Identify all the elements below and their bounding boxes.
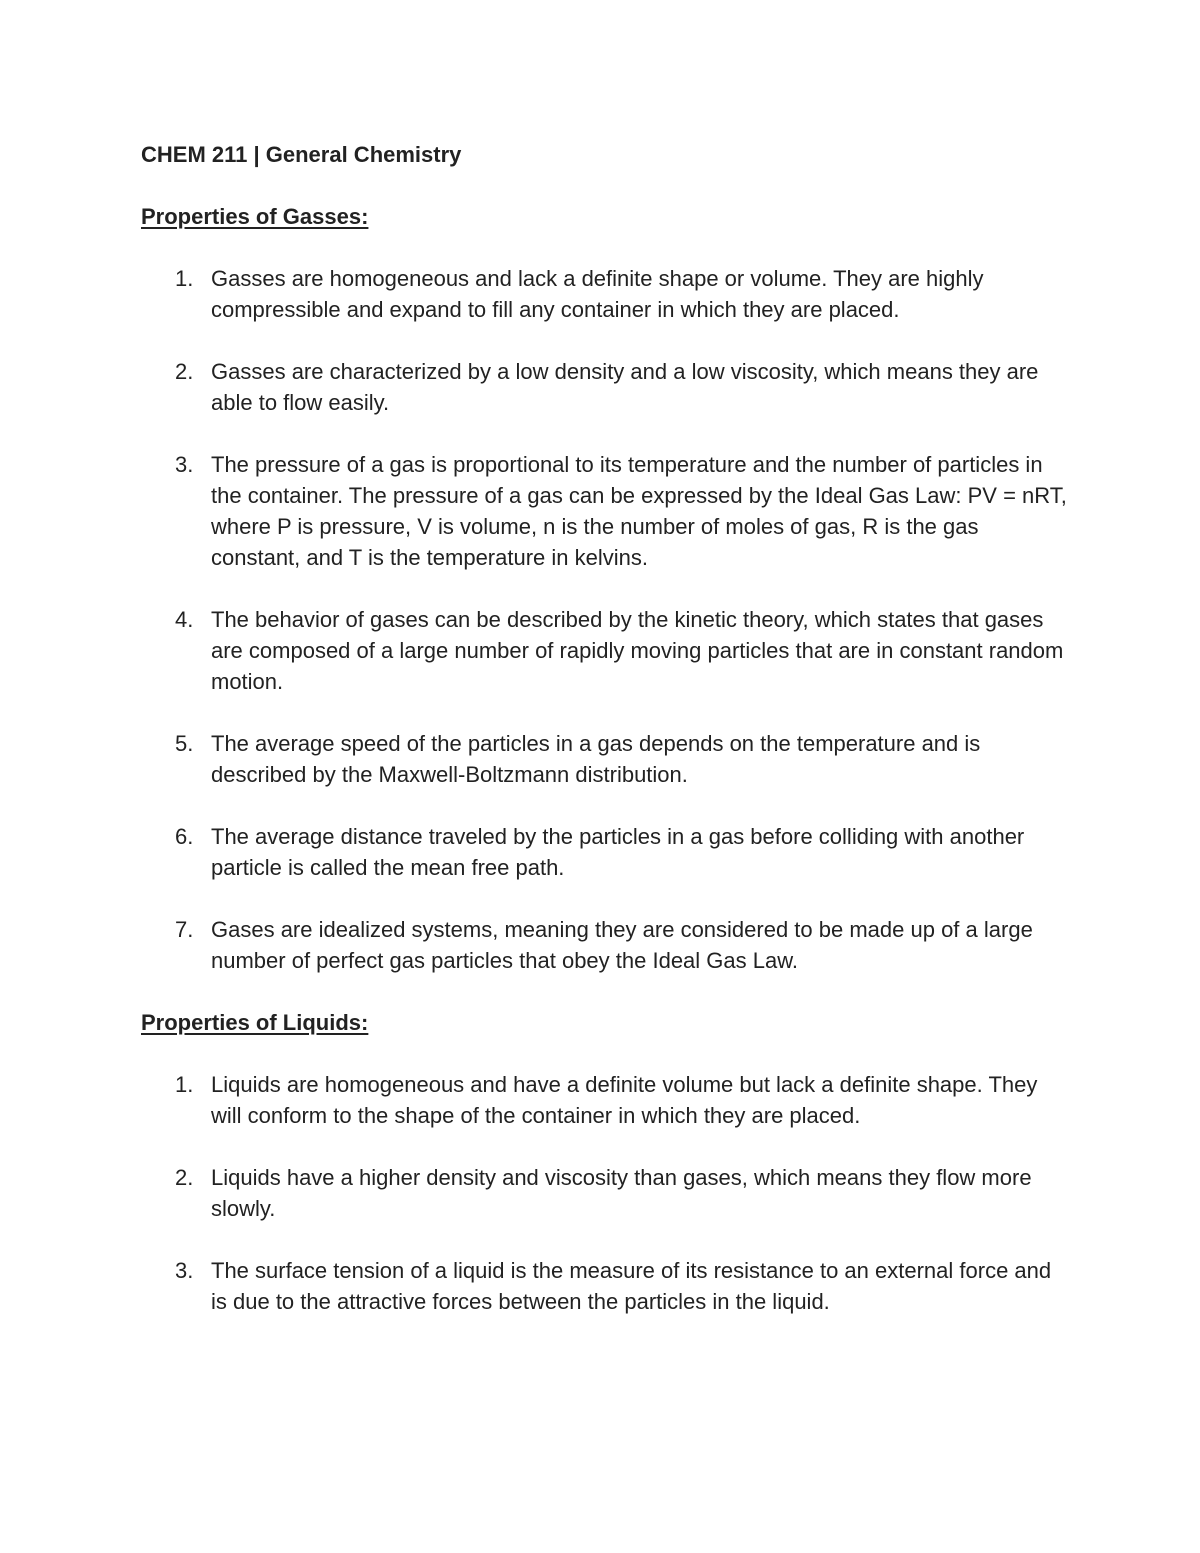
section-liquids	[141, 1007, 1071, 1317]
item-text: Gasses are characterized by a low density and a low viscosity, which means they are able to flow easily.	[211, 359, 1039, 415]
gasses-list	[141, 263, 1071, 976]
item-text: Gasses are homogeneous and lack a definite shape or volume. They are highly compressible and expand to fill any container in which they are placed.	[211, 266, 984, 322]
item-number: 6.	[175, 824, 194, 849]
list-item	[141, 604, 1071, 697]
item-text: Liquids are homogeneous and have a definite volume but lack a definite shape. They will conform to the shape of the container in which they are placed.	[211, 1072, 1038, 1128]
item-number: 3.	[175, 452, 194, 477]
item-number: 1.	[175, 266, 194, 291]
item-number: 7.	[175, 917, 194, 942]
item-number: 2.	[175, 359, 194, 384]
liquids-list	[141, 1069, 1071, 1317]
item-number: 1.	[175, 1072, 194, 1097]
item-text: The surface tension of a liquid is the measure of its resistance to an external force and is due to the attractive forces between the particles in the liquid.	[211, 1258, 1052, 1314]
section-gasses	[141, 201, 1071, 976]
item-number: 5.	[175, 731, 194, 756]
document-page	[141, 139, 1071, 1348]
list-item	[141, 449, 1071, 573]
item-text: The average speed of the particles in a gas depends on the temperature and is described by the Maxwell-Boltzmann distribution.	[211, 731, 981, 787]
item-text: The behavior of gases can be described by the kinetic theory, which states that gases are composed of a large number of rapidly moving particles that are in constant random motion.	[211, 607, 1064, 694]
document-title: CHEM 211 | General Chemistry	[141, 142, 462, 167]
list-item	[141, 263, 1071, 325]
list-item	[141, 821, 1071, 883]
item-number: 2.	[175, 1165, 194, 1190]
item-text: Liquids have a higher density and viscosity than gases, which means they flow more slowly.	[211, 1165, 1032, 1221]
item-text: The average distance traveled by the particles in a gas before colliding with another particle is called the mean free path.	[211, 824, 1025, 880]
item-text: The pressure of a gas is proportional to its temperature and the number of particles in the container. The pressure of a gas can be expressed by the Ideal Gas Law: PV = nRT, where P is pressure, V is volume, n is the number of moles of gas, R is the gas constant, and T is the temperature in kelvins.	[211, 452, 1067, 570]
section-heading-gasses: Properties of Gasses:	[141, 204, 369, 229]
list-item	[141, 1255, 1071, 1317]
list-item	[141, 356, 1071, 418]
list-item	[141, 914, 1071, 976]
item-text: Gases are idealized systems, meaning they are considered to be made up of a large number of perfect gas particles that obey the Ideal Gas Law.	[211, 917, 1033, 973]
section-heading-liquids: Properties of Liquids:	[141, 1010, 369, 1035]
list-item	[141, 1069, 1071, 1131]
item-number: 4.	[175, 607, 194, 632]
list-item	[141, 728, 1071, 790]
item-number: 3.	[175, 1258, 194, 1283]
list-item	[141, 1162, 1071, 1224]
